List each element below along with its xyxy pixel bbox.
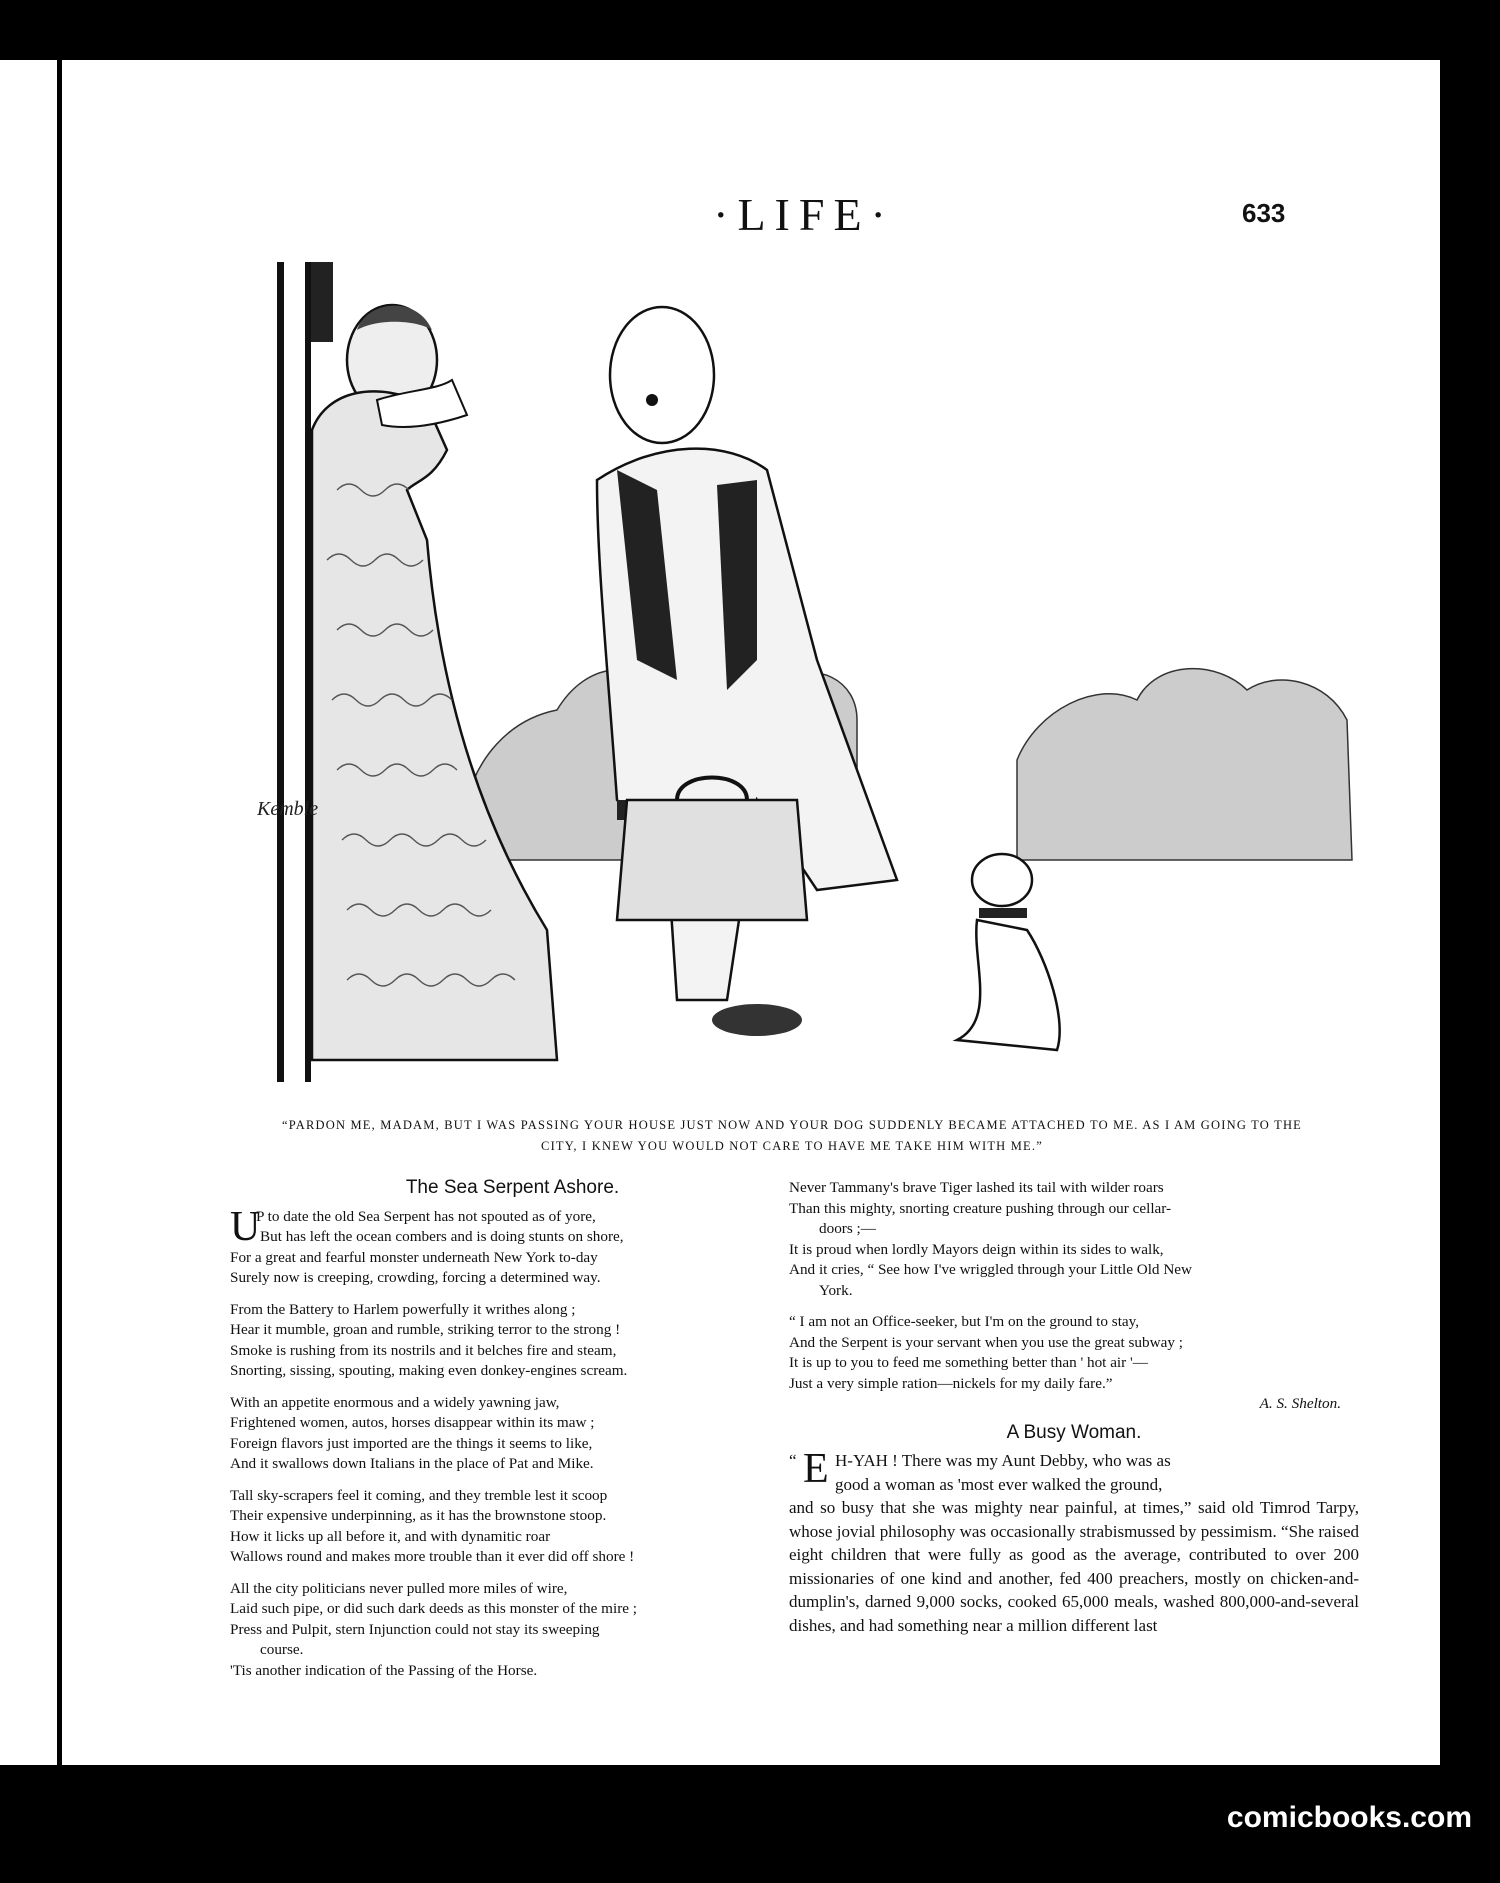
poem-stanza [230,1579,795,1682]
poem-line: Their expensive underpinning, as it has the brownstone stoop. [230,1507,607,1524]
poem-line: Just a very simple ration—nickels for my daily fare.” [789,1374,1113,1392]
poem-stanza [789,1312,1359,1394]
poem-line: Smoke is rushing from its nostrils and it belches fire and steam, [230,1341,617,1359]
poem-line: And it cries, “ See how I've wriggled through your Little Old New [789,1261,1193,1278]
story-line: H-YAH ! There was my Aunt Debby, who was as [835,1451,1171,1470]
poem-line: It is proud when lordly Mayors deign within its sides to walk, [789,1240,1164,1258]
woman-figure [312,305,557,1060]
poem-line: Surely now is creeping, crowding, forcing a determined way. [230,1269,601,1286]
poem-line: Never Tammany's brave Tiger lashed its tail with wilder roars [789,1179,1164,1196]
artist-signature: Kemble [257,798,319,820]
poem-line: Hear it mumble, groan and rumble, striking terror to the strong ! [230,1321,621,1338]
poem-line: It is up to you to feed me something better than ' hot air '— [789,1354,1148,1371]
poem-line: doors ;— [819,1220,876,1237]
poem-stanza [230,1393,795,1475]
magazine-page [62,60,1440,1765]
caption-line: CITY, I KNEW YOU WOULD NOT CARE TO HAVE ME TAKE HIM WITH ME.” [541,1139,1043,1153]
poem-line: P to date the old Sea Serpent has not spouted as of yore, [256,1207,596,1225]
poem-line: Snorting, sissing, spouting, making even donkey-engines scream. [230,1362,628,1379]
poem-line: Than this mighty, snorting creature pushing through our cellar- [789,1199,1172,1217]
poem-stanza [230,1486,795,1568]
open-quote: “ [789,1451,797,1470]
drop-cap: E [803,1446,829,1492]
poem-line: With an appetite enormous and a widely yawning jaw, [230,1393,560,1411]
poem-line: Frightened women, autos, horses disappear within its maw ; [230,1414,595,1431]
poem-line: All the city politicians never pulled more miles of wire, [230,1579,568,1597]
drop-cap: U [230,1203,261,1250]
poem-line: Laid such pipe, or did such dark deeds as this monster of the mire ; [230,1600,638,1617]
masthead: ·LIFE· [713,189,895,240]
poem-stanza [789,1178,1359,1301]
poem-line: For a great and fearful monster underneath New York to-day [230,1248,598,1266]
poem-line: York. [819,1281,853,1299]
poem-line: Wallows round and makes more trouble than it ever did off shore ! [230,1548,635,1565]
story-line: good a woman as 'most ever walked the ground, [835,1474,1163,1494]
foliage [467,655,1352,860]
poem-author: A. S. Shelton. [1259,1395,1341,1412]
page-number: 633 [1242,198,1286,228]
poem-title: The Sea Serpent Ashore. [405,1177,620,1198]
poem-stanza [230,1203,795,1289]
story-title: A Busy Woman. [1006,1421,1142,1443]
poem-line: Foreign flavors just imported are the things it seems to like, [230,1434,593,1452]
poem-line: 'Tis another indication of the Passing of the Horse. [230,1661,538,1679]
poem-stanza [230,1300,795,1382]
poem-line: And it swallows down Italians in the place of Pat and Mike. [230,1455,594,1472]
adjacent-page-edge [0,60,57,1765]
story-paragraph: and so busy that she was mighty near painful, at times,” said old Timrod Tarpy, whose jovial philosophy was occasionally strabismussed by pessimism. “She raised eight children that were fully as good as the average, contributed to over 200 missionaries of one kind and another, fed 400 preachers, mostly on chicken-and-dumplin's, darned 9,000 socks, cooked 65,000 meals, washed 800,000-and-several dishes, and had something near a million different last [789,1498,1359,1635]
cartoon-illustration [257,240,1372,1105]
poem-column [230,1178,795,1692]
poem-line: From the Battery to Harlem powerfully it writhes along ; [230,1300,576,1318]
poem-line: And the Serpent is your servant when you use the great subway ; [789,1333,1183,1351]
poem-line: How it licks up all before it, and with dynamitic roar [230,1527,551,1545]
cartoon-caption [202,1115,1382,1157]
caption-line: “PARDON ME, MADAM, BUT I WAS PASSING YOUR HOUSE JUST NOW AND YOUR DOG SUDDENLY BECAME ATTACHED TO ME. AS I AM GOING TO THE [281,1118,1303,1132]
right-column [789,1178,1359,1637]
poem-line: course. [260,1641,304,1658]
poem-line: Press and Pulpit, stern Injunction could not stay its sweeping [230,1620,600,1638]
dog-figure [957,854,1060,1050]
poem-line: But has left the ocean combers and is doing stunts on shore, [260,1228,624,1245]
poem-line: “ I am not an Office-seeker, but I'm on the ground to stay, [789,1313,1140,1330]
watermark: comicbooks.com [1226,1801,1472,1834]
story-body [789,1446,1359,1637]
man-figure [597,307,897,1036]
poem-line: Tall sky-scrapers feel it coming, and they tremble lest it scoop [230,1486,608,1504]
